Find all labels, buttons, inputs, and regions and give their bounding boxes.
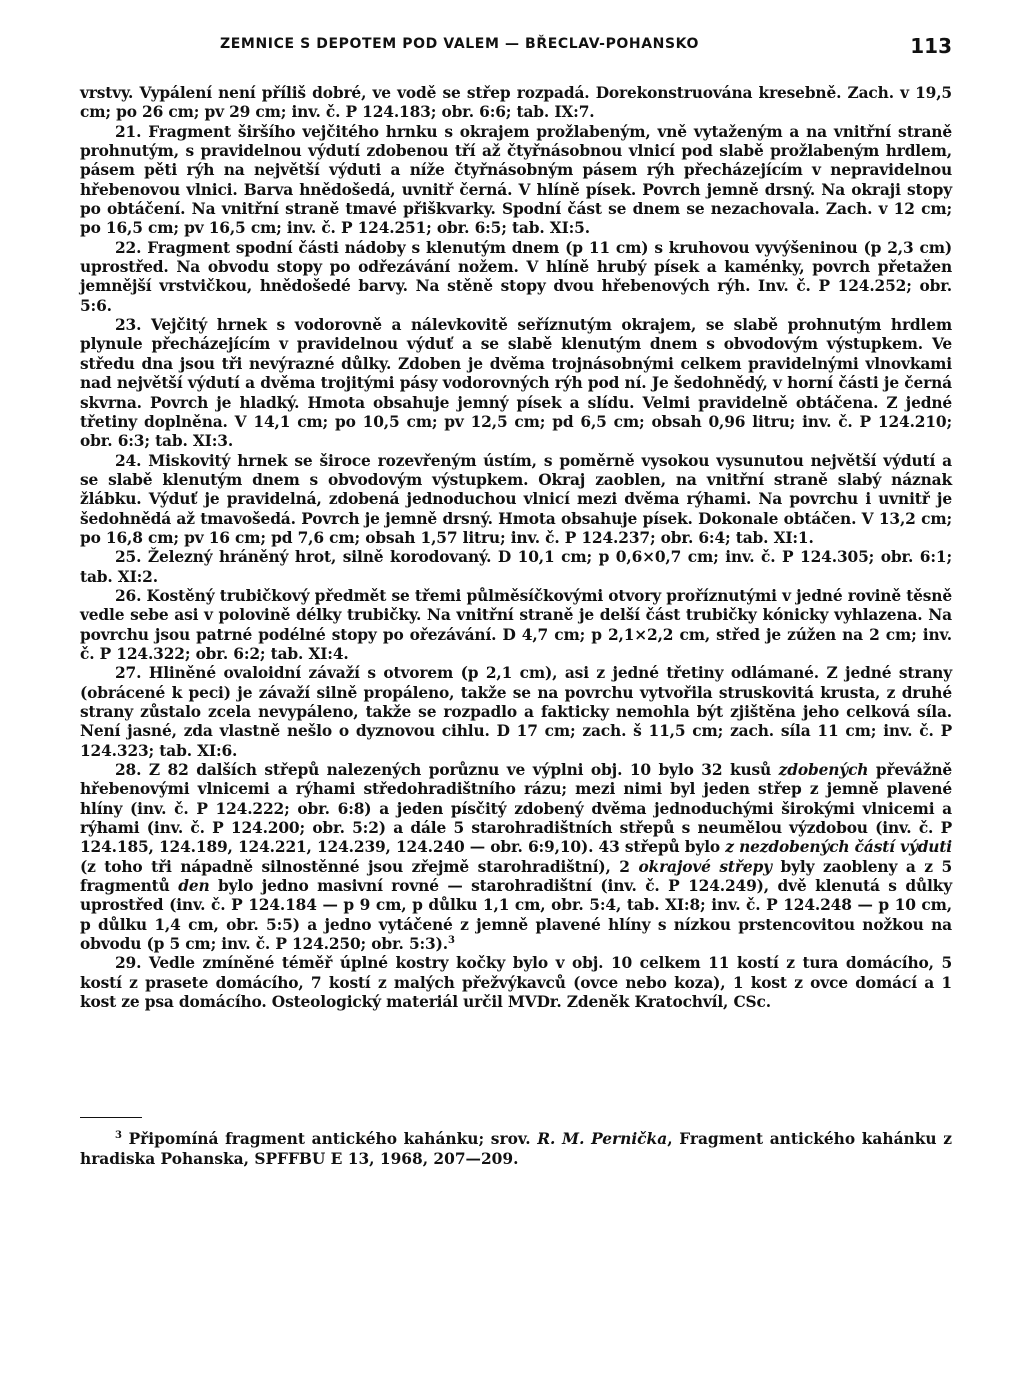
paragraph-20-continuation: vrstvy. Vypálení není příliš dobré, ve vodě se střep rozpadá. Dorekonstruována kresebně. Zach. v 19,5 cm; po 26 cm; pv 29 cm; inv. č. P 124.183; obr. 6:6; tab. IX:7.	[80, 84, 952, 122]
page-header	[80, 36, 952, 60]
footnote-author: R. M. Pernička	[537, 1129, 668, 1148]
p28-text-a: 28. Z 82 dalších střepů nalezených porůznu ve výplni obj. 10 bylo 32 kusů	[115, 761, 779, 780]
paragraph-item-22: 22. Fragment spodní části nádoby s klenutým dnem (p 11 cm) s kruhovou vyvýšeninou (p 2,3 cm) uprostřed. Na obvodu stopy po odřezávání nožem. V hlíně hrubý písek a kaménky, povrch přetažen jemnější vrstvičkou, hnědošedé barvy. Na stěně stopy dvou hřebenových rýh. Inv. č. P 124.252; obr. 5:6.	[80, 238, 952, 315]
paragraph-item-29: 29. Vedle zmíněné téměř úplné kostry kočky bylo v obj. 10 celkem 11 kostí z tura domácího, 5 kostí z prasete domácího, 7 kostí z malých přežvýkavců (ovce nebo koza), 1 kost z ovce domácí a 1 kost ze psa domácího. Osteologický materiál určil MVDr. Zdeněk Kratochvíl, CSc.	[80, 954, 952, 1012]
paragraph-item-24: 24. Miskovitý hrnek se široce rozevřeným ústím, s poměrně vysokou vysunutou největší výdutí a se slabě klenutým dnem s obvodovým výstupkem. Okraj zaoblen, na vnitřní straně slabý náznak žlábku. Výduť je pravidelná, zdobená jednoduchou vlnicí mezi dvěma rýhami. Na povrchu i uvnitř je šedohnědá až tmavošedá. Povrch je jemně drsný. Hmota obsahuje písek. Dokonale obtáčen. V 13,2 cm; po 16,8 cm; pv 16 cm; pd 7,6 cm; obsah 1,57 litru; inv. č. P 124.237; obr. 6:4; tab. XI:1.	[80, 451, 952, 547]
footnote-text-a: Připomíná fragment antického kahánku; srov.	[121, 1129, 538, 1148]
paragraph-item-26: 26. Kostěný trubičkový předmět se třemi půlměsíčkovými otvory proříznutými v jedné rovině těsně vedle sebe asi v polovině délky trubičky. Na vnitřní straně je delší část trubičky kónicky vyhlazena. Na povrchu jsou patrné podélné stopy po ořezávání. D 4,7 cm; p 2,1×2,2 cm, střed je zúžen na 2 cm; inv. č. P 124.322; obr. 6:2; tab. XI:4.	[80, 586, 952, 663]
body-text	[80, 84, 952, 1013]
footnote-reference[interactable]: 3	[447, 935, 455, 946]
p28-italic-okrajove: okrajové střepy	[638, 857, 772, 876]
p28-text-c: (z toho tři nápadně silnostěnné jsou zřejmě starohradištní), 2	[80, 857, 639, 876]
page-number: 113	[910, 34, 952, 58]
paragraph-item-25: 25. Železný hráněný hrot, silně korodovaný. D 10,1 cm; p 0,6×0,7 cm; inv. č. P 124.305; obr. 6:1; tab. XI:2.	[80, 548, 952, 586]
p28-text-e: bylo jedno masivní rovné — starohradištní (inv. č. P 124.249), dvě klenutá s důlky uprostřed (inv. č. P 124.184 — p 9 cm, p důlku 1,1 cm, obr. 5:4, tab. XI:8; inv. č. P 124.248 — p 10 cm, p důlku 1,4 cm, obr. 5:5) a jedno vytáčené z jemně plavené hlíny s nízkou prstencovitou nožkou na obvodu (p 5 cm; inv. č. P 124.250; obr. 5:3).	[80, 877, 952, 954]
p28-text-b: převážně hřebenovými vlnicemi a rýhami středohradištního rázu; mezi nimi byl jeden střep z jemně plavené hlíny (inv. č. P 124.222; obr. 6:8) a jeden písčitý zdobený dvěma jednoduchými širokými vlnicemi a rýhami (inv. č. P 124.200; obr. 5:2) a dále 5 starohradištních střepů s neumělou výzdobou (inv. č. P 124.185, 124.189, 124.221, 124.239, 124.240 — obr. 6:9,10). 43 střepů bylo	[80, 761, 953, 857]
footnote	[80, 1126, 952, 1169]
paragraph-item-21: 21. Fragment širšího vejčitého hrnku s okrajem prožlabeným, vně vytaženým a na vnitřní straně prohnutým, s pravidelnou výdutí zdobenou tří až čtyřnásobnou vlnicí pod slabě prožlabeným hrdlem, pásem pěti rýh na největší výduti a níže čtyřnásobným pásem rýh přecházejícím v nepravidelnou hřebenovou vlnici. Barva hnědošedá, uvnitř černá. V hlíně písek. Povrch jemně drsný. Na okraji stopy po obtáčení. Na vnitřní straně tmavé přiškvarky. Spodní část se dnem se nezachovala. Zach. v 12 cm; po 16,5 cm; pv 16,5 cm; inv. č. P 124.251; obr. 6:5; tab. XI:5.	[80, 122, 952, 238]
footnote-number: 3	[115, 1129, 122, 1141]
footnote-divider	[80, 1117, 142, 1118]
paragraph-item-27: 27. Hliněné ovaloidní závaží s otvorem (p 2,1 cm), asi z jedné třetiny odlámané. Z jedné strany (obrácené k peci) je závaží silně propáleno, takže se na povrchu vytvořila struskovitá krusta, z druhé strany zůstalo zcela nevypáleno, takže se rozpadlo a fakticky nemohla být zjištěna jeho celková síla. Není jasné, zda vlastně nešlo o dyznovou cihlu. D 17 cm; zach. š 11,5 cm; zach. síla 11 cm; inv. č. P 124.323; tab. XI:6.	[80, 664, 952, 760]
p28-italic-zdobenych: zdobených	[778, 761, 869, 780]
paragraph-item-28	[80, 761, 952, 954]
p28-text-d: byly zaobleny a z 5 fragmentů	[80, 857, 953, 896]
p28-italic-nezdobenych: z nezdobených částí výduti	[725, 838, 952, 857]
page	[80, 36, 952, 1169]
p28-italic-den: den	[178, 877, 210, 896]
running-title: ZEMNICE S DEPOTEM POD VALEM — BŘECLAV-POHANSKO	[220, 36, 700, 52]
paragraph-item-23: 23. Vejčitý hrnek s vodorovně a nálevkovitě seříznutým okrajem, se slabě prohnutým hrdlem plynule přecházejícím v pravidelnou výduť a se slabě klenutým dnem s obvodovým výstupkem. Ve středu dna jsou tři nevýrazné důlky. Zdoben je dvěma trojnásobnými celkem pravidelnými vlnovkami nad největší výdutí a dvěma trojitými pásy vodorovných rýh pod ní. Je šedohnědý, v horní části je černá skvrna. Povrch je hladký. Hmota obsahuje jemný písek a slídu. Velmi pravidelně obtáčena. Z jedné třetiny doplněna. V 14,1 cm; po 10,5 cm; pv 12,5 cm; pd 6,5 cm; obsah 0,96 litru; inv. č. P 124.210; obr. 6:3; tab. XI:3.	[80, 316, 952, 451]
footnote-text-b: , Fragment antického kahánku z hradiska Pohanska, SPFFBU E 13, 1968, 207—209.	[80, 1129, 952, 1168]
